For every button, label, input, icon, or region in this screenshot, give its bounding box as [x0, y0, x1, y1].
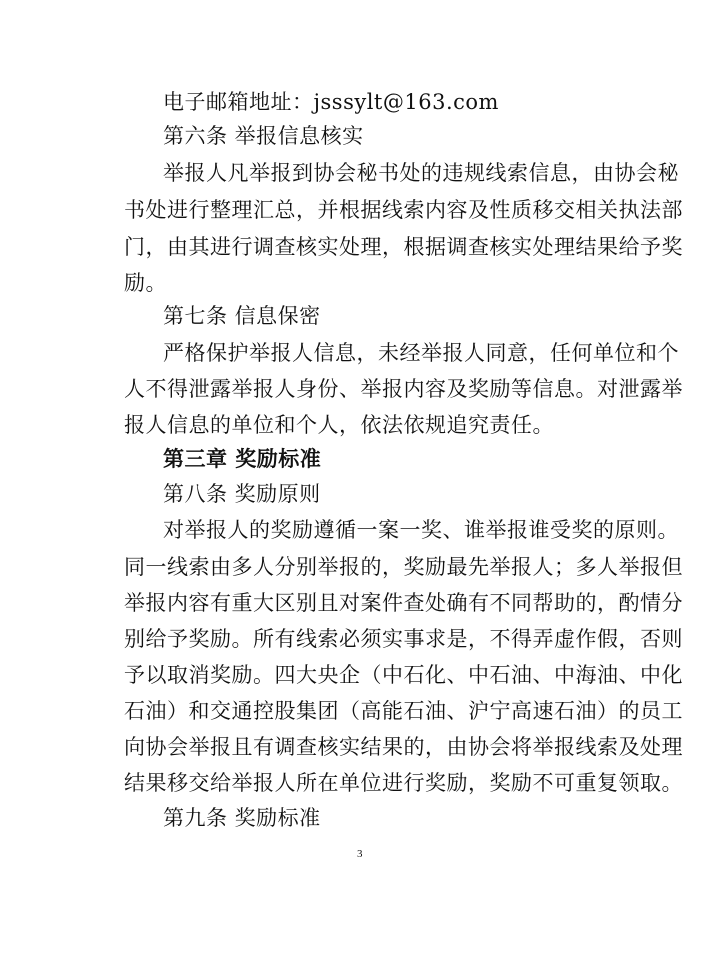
- paragraph-line: 结果移交给举报人所在单位进行奖励，奖励不可重复领取。: [124, 771, 683, 795]
- page-number: 3: [357, 848, 363, 860]
- paragraph-line: 予以取消奖励。四大央企（中石化、中石油、中海油、中化: [124, 663, 683, 687]
- paragraph-line: 别给予奖励。所有线索必须实事求是，不得弄虚作假，否则: [124, 627, 683, 651]
- article-6-title: 第六条 举报信息核实: [163, 124, 364, 148]
- paragraph-line: 举报人凡举报到协会秘书处的违规线索信息，由协会秘: [163, 161, 679, 185]
- paragraph-line: 报人信息的单位和个人，依法依规追究责任。: [124, 413, 554, 437]
- paragraph-line: 向协会举报且有调查核实结果的，由协会将举报线索及处理: [124, 735, 683, 759]
- paragraph-line: 门，由其进行调查核实处理，根据调查核实处理结果给予奖: [124, 235, 683, 259]
- article-7-title: 第七条 信息保密: [163, 304, 321, 328]
- paragraph-line: 严格保护举报人信息，未经举报人同意，任何单位和个: [163, 341, 679, 365]
- paragraph-line: 同一线索由多人分别举报的，奖励最先举报人；多人举报但: [124, 555, 683, 579]
- email-line: 电子邮箱地址：jsssylt@163.com: [163, 90, 499, 114]
- paragraph-line: 对举报人的奖励遵循一案一奖、谁举报谁受奖的原则。: [163, 518, 679, 542]
- paragraph-line: 书处进行整理汇总，并根据线索内容及性质移交相关执法部: [124, 198, 683, 222]
- paragraph-line: 举报内容有重大区别且对案件查处确有不同帮助的，酌情分: [124, 591, 683, 615]
- article-8-title: 第八条 奖励原则: [163, 482, 321, 506]
- article-9-title: 第九条 奖励标准: [163, 806, 321, 830]
- chapter-3-heading: 第三章 奖励标准: [163, 446, 322, 471]
- paragraph-line: 人不得泄露举报人身份、举报内容及奖励等信息。对泄露举: [124, 377, 683, 401]
- paragraph-line: 励。: [124, 271, 167, 295]
- paragraph-line: 石油）和交通控股集团（高能石油、沪宁高速石油）的员工: [124, 699, 683, 723]
